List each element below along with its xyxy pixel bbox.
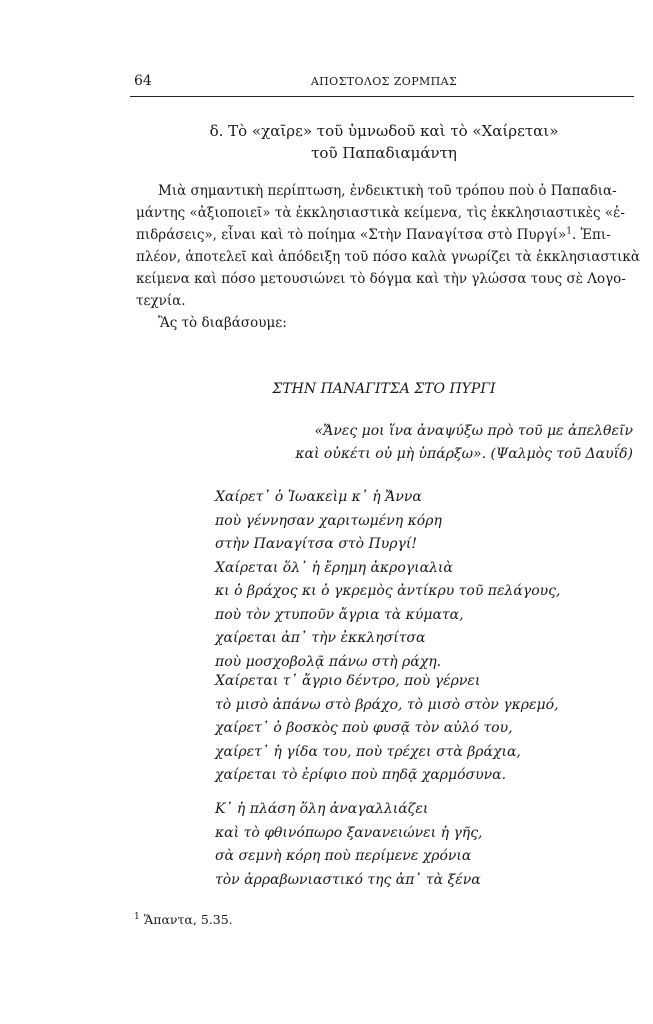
footnote-text: Ἅπαντα, 5.35. <box>143 912 233 927</box>
verse-line: ποὺ μοσχοβολᾷ πάνω στὴ ράχη. <box>215 653 442 670</box>
running-head: ΑΠΟΣΤΟΛΟΣ ΖΟΡΜΠΑΣ <box>310 75 458 88</box>
verse-line: χαίρεται ἀπ᾿ τὴν ἐκκλησίτσα <box>215 630 426 646</box>
verse-line: κι ὁ βράχος κι ὁ γκρεμὸς ἀντίκρυ τοῦ πελάγους, <box>215 583 561 599</box>
section-title-line-2: τοῦ Παπαδιαμάντη <box>311 144 457 162</box>
page-number: 64 <box>134 73 152 89</box>
verse-line: Κ᾿ ἡ πλάση ὅλη ἀναγαλλιάζει <box>215 801 429 817</box>
verse-line: Χαίρεται ὅλ᾿ ἡ ἔρημη ἀκρογιαλιὰ <box>215 559 453 576</box>
verse-line: ποὺ τὸν χτυποῦν ἄγρια τὰ κύματα, <box>215 606 464 623</box>
footnote-reference: 1 <box>566 226 572 237</box>
verse-line: ποὺ γέννησαν χαριτωμένη κόρη <box>215 512 442 529</box>
header-rule <box>130 96 634 97</box>
section-title-line-1: δ. Τὸ «χαῖρε» τοῦ ὑμνωδοῦ καὶ τὸ «Χαίρεται» <box>209 122 559 140</box>
poem-stanza-3 <box>215 798 483 892</box>
verse-line: σὰ σεμνὴ κόρη ποὺ περίμενε χρόνια <box>215 848 472 864</box>
paragraph-line: κείμενα καὶ πόσο μετουσιώνει τὸ δόγμα καὶ τὴν γλώσσα τους σὲ Λογο- <box>136 271 626 287</box>
epigraph-line: καὶ οὐκέτι οὐ μὴ ὑπάρξω». (Ψαλμὸς τοῦ Δαυΐδ) <box>295 446 633 462</box>
verse-line: Χαίρετ᾿ ὁ Ἰωακεὶμ κ᾿ ἡ Ἄννα <box>215 489 422 505</box>
poem-stanza-2 <box>215 670 559 788</box>
poem-epigraph <box>295 420 633 466</box>
poem-stanza-1 <box>215 486 560 674</box>
verse-line: χαίρετ᾿ ἡ γίδα του, ποὺ τρέχει στὰ βράχια, <box>215 743 521 760</box>
verse-line: καὶ τὸ φθινόπωρο ξανανειώνει ἡ γῆς, <box>215 824 483 841</box>
paragraph-line: Μιὰ σημαντικὴ περίπτωση, ἐνδεικτικὴ τοῦ τρόπου ποὺ ὁ Παπαδια- <box>158 183 617 199</box>
verse-line: τὸ μισὸ ἀπάνω στὸ βράχο, τὸ μισὸ στὸν γκρεμό, <box>215 696 559 713</box>
body-paragraph <box>136 180 640 334</box>
paragraph-line-tail: . Ἐπι- <box>571 227 611 243</box>
paragraph-line: πλέον, ἀποτελεῖ καὶ ἀπόδειξη τοῦ πόσο καλὰ γνωρίζει τὰ ἐκκλησιαστικὰ <box>136 249 640 265</box>
footnote-marker: 1 <box>134 911 140 922</box>
paragraph-line <box>136 224 630 246</box>
section-title <box>134 120 634 164</box>
poem-title: ΣΤΗΝ ΠΑΝΑΓΙΤΣΑ ΣΤΟ ΠΥΡΓΙ <box>272 381 496 397</box>
epigraph-line: «Ἄνες μοι ἵνα ἀναψύξω πρὸ τοῦ με ἀπελθεῖν <box>314 423 633 439</box>
verse-line: χαίρετ᾿ ὁ βοσκὸς ποὺ φυσᾷ τὸν αὐλό του, <box>215 720 513 736</box>
verse-line: χαίρεται τὸ ἐρίφιο ποὺ πηδᾷ χαρμόσυνα. <box>215 767 507 783</box>
footnote <box>134 912 233 927</box>
verse-line: στὴν Παναγίτσα στὸ Πυργί! <box>215 536 417 552</box>
verse-line: Χαίρεται τ᾿ ἄγριο δέντρο, ποὺ γέρνει <box>215 673 481 689</box>
paragraph-line-text: πιδράσεις», εἶναι καὶ τὸ ποίημα «Στὴν Παναγίτσα στὸ Πυργί» <box>136 227 567 243</box>
paragraph-closing: Ἂς τὸ διαβάσουμε: <box>158 315 287 331</box>
paragraph-line: μάντης «ἀξιοποιεῖ» τὰ ἐκκλησιαστικὰ κείμενα, τὶς ἐκκλησιαστικὲς «ἐ- <box>136 205 625 221</box>
paragraph-line: τεχνία. <box>136 293 186 309</box>
verse-line: τὸν ἀρραβωνιαστικό της ἀπ᾿ τὰ ξένα <box>215 871 481 888</box>
